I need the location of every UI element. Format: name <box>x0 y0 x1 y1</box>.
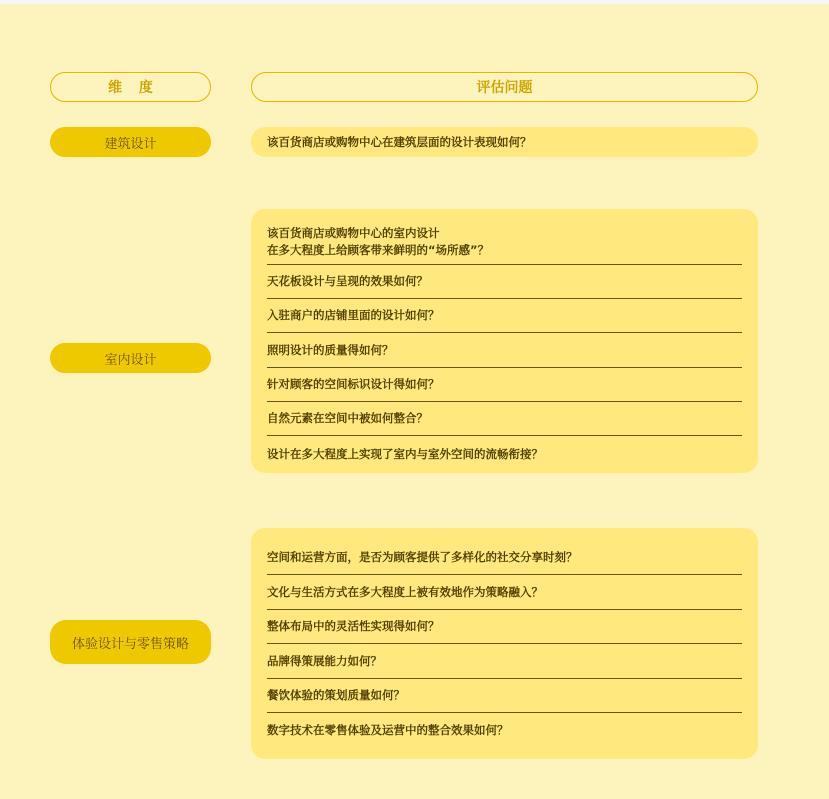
question-item <box>267 679 742 713</box>
question-item <box>267 644 742 679</box>
question-item <box>267 219 742 265</box>
question-text: 入驻商户的店铺里面的设计如何？ <box>267 308 440 322</box>
question-text: 该百货商店或购物中心在建筑层面的设计表现如何？ <box>267 134 532 149</box>
question-text: 该百货商店或购物中心的室内设计 <box>267 225 440 240</box>
question-text: 品牌得策展能力如何？ <box>267 653 382 668</box>
dimension-pill-interior: 室内设计 <box>50 343 211 373</box>
dimension-pill-architecture: 建筑设计 <box>50 127 211 157</box>
question-text: 自然元素在空间中被如何整合？ <box>267 411 428 425</box>
question-item <box>267 299 742 333</box>
question-card-architecture <box>251 127 758 157</box>
question-item <box>267 713 742 747</box>
question-text: 数字技术在零售体验及运营中的整合效果如何？ <box>267 722 509 737</box>
question-text: 餐饮体验的策划质量如何？ <box>267 688 405 702</box>
question-item <box>267 610 742 644</box>
question-text: 照明设计的质量得如何？ <box>267 342 394 357</box>
dimension-header: 维 度 <box>50 72 211 102</box>
question-text: 空间和运营方面，是否为顾客提供了多样化的社交分享时刻？ <box>267 550 578 564</box>
question-item <box>267 436 742 472</box>
question-item <box>267 333 742 368</box>
dimension-pill-experience: 体验设计与零售策略 <box>50 620 211 664</box>
question-text: 整体布局中的灵活性实现得如何？ <box>267 619 440 633</box>
question-card-interior <box>251 209 758 473</box>
question-header: 评估问题 <box>251 72 758 102</box>
question-item <box>267 402 742 436</box>
question-text: 文化与生活方式在多大程度上被有效地作为策略融入？ <box>267 584 543 599</box>
question-text: 设计在多大程度上实现了室内与室外空间的流畅衔接？ <box>267 446 543 461</box>
question-card-experience <box>251 528 758 759</box>
question-item <box>267 368 742 402</box>
question-text: 在多大程度上给顾客带来鲜明的“场所感”？ <box>267 242 490 257</box>
top-border <box>0 0 829 4</box>
question-item <box>267 265 742 299</box>
question-text: 天花板设计与呈现的效果如何？ <box>267 274 428 288</box>
question-item <box>267 541 742 575</box>
question-item <box>267 127 742 157</box>
question-text: 针对顾客的空间标识设计得如何？ <box>267 377 440 391</box>
question-item <box>267 575 742 610</box>
